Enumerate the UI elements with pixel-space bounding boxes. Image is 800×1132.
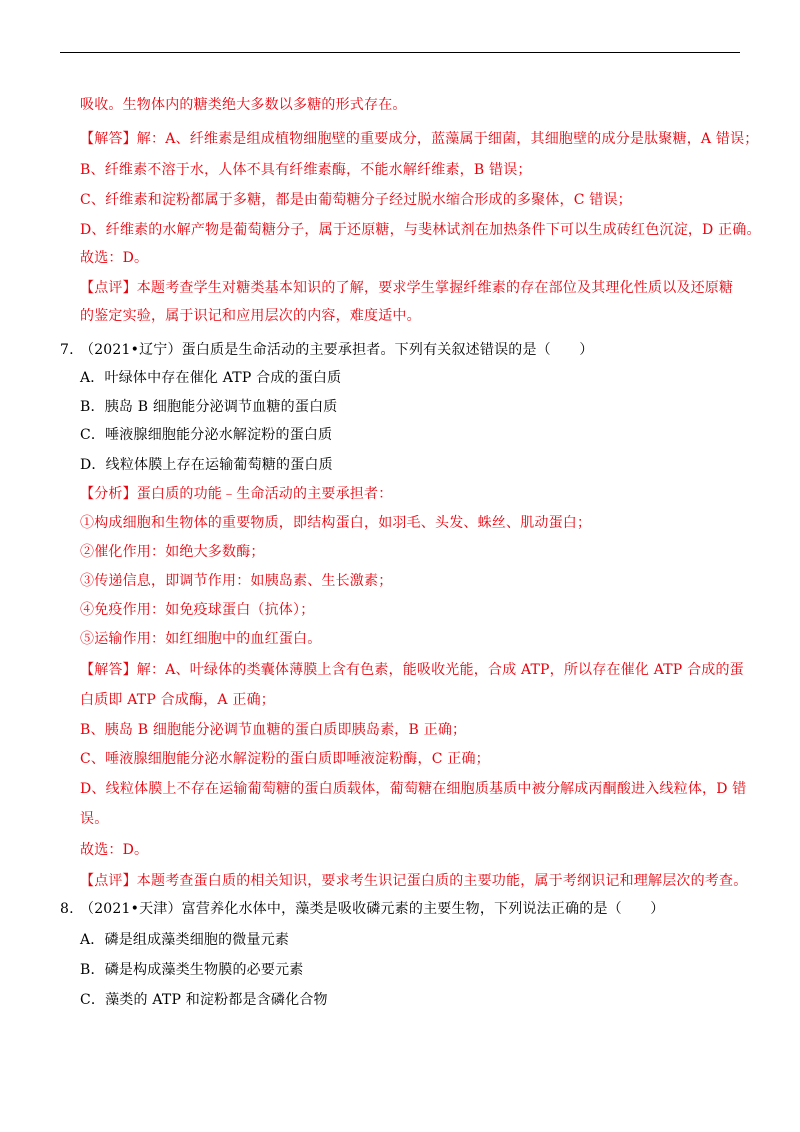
question-number: 8. — [60, 901, 74, 917]
analysis-line: ①构成细胞和生物体的重要物质，即结构蛋白，如羽毛、头发、蛛丝、肌动蛋白； — [80, 515, 592, 531]
answer-line: B、纤维素不溶于水，人体不具有纤维素酶，不能水解纤维素，B 错误； — [80, 162, 532, 178]
option-a: A．磷是组成藻类细胞的微量元素 — [80, 932, 290, 948]
option-c: C．藻类的 ATP 和淀粉都是含磷化合物 — [80, 992, 328, 1008]
header-rule — [60, 52, 740, 53]
answer-line: D、纤维素的水解产物是葡萄糖分子，属于还原糖，与斐林试剂在加热条件下可以生成砖红色沉淀，D 正确。 — [80, 222, 761, 238]
option-b: B．磷是构成藻类生物膜的必要元素 — [80, 962, 304, 978]
answer-line: 吸收。生物体内的糖类绝大多数以多糖的形式存在。 — [80, 97, 407, 113]
question-8 — [60, 899, 665, 919]
answer-line: 【解答】解：A、纤维素是组成植物细胞壁的重要成分，蓝藻属于细菌，其细胞壁的成分是肽聚糖，A 错误； — [80, 131, 759, 147]
answer-line: C、唾液腺细胞能分泌水解淀粉的蛋白质即唾液淀粉酶，C 正确； — [80, 751, 490, 767]
analysis-line: ②催化作用：如绝大多数酶； — [80, 544, 265, 560]
comment-line: 【点评】本题考查学生对糖类基本知识的了解，要求学生掌握纤维素的存在部位及其理化性质以及还原糖 — [80, 280, 734, 296]
option-b: B．胰岛 B 细胞能分泌调节血糖的蛋白质 — [80, 399, 338, 415]
question-stem: （2021•辽宁）蛋白质是生命活动的主要承担者。下列有关叙述错误的是（ ） — [80, 342, 594, 358]
answer-line: 【解答】解：A、叶绿体的类囊体薄膜上含有色素，能吸收光能，合成 ATP，所以存在催化 ATP 合成的蛋 — [80, 662, 744, 678]
option-d: D．线粒体膜上存在运输葡萄糖的蛋白质 — [80, 457, 333, 473]
question-stem: （2021•天津）富营养化水体中，藻类是吸收磷元素的主要生物，下列说法正确的是（ ） — [80, 901, 665, 917]
question-number: 7. — [60, 342, 74, 358]
question-7 — [60, 340, 594, 360]
analysis-line: 【分析】蛋白质的功能﹣生命活动的主要承担者： — [80, 486, 393, 502]
analysis-line: ④免疫作用：如免疫球蛋白（抗体）； — [80, 602, 315, 618]
answer-line: C、纤维素和淀粉都属于多糖，都是由葡萄糖分子经过脱水缩合形成的多聚体，C 错误； — [80, 192, 632, 208]
answer-line: 误。 — [80, 811, 109, 827]
analysis-line: ③传递信息，即调节作用：如胰岛素、生长激素； — [80, 573, 393, 589]
answer-line: 故选：D。 — [80, 250, 149, 266]
answer-line: 故选：D。 — [80, 842, 149, 858]
answer-line: 白质即 ATP 合成酶，A 正确； — [80, 692, 275, 708]
answer-line: D、线粒体膜上不存在运输葡萄糖的蛋白质载体，葡萄糖在细胞质基质中被分解成丙酮酸进入线粒体，D 错 — [80, 781, 747, 797]
analysis-line: ⑤运输作用：如红细胞中的血红蛋白。 — [80, 631, 322, 647]
answer-line: B、胰岛 B 细胞能分泌调节血糖的蛋白质即胰岛素，B 正确； — [80, 722, 467, 738]
comment-line: 【点评】本题考查蛋白质的相关知识，要求考生识记蛋白质的主要功能，属于考纲识记和理解层次的考查。 — [80, 873, 748, 889]
comment-line: 的鉴定实验，属于识记和应用层次的内容，难度适中。 — [80, 308, 421, 324]
option-a: A．叶绿体中存在催化 ATP 合成的蛋白质 — [80, 370, 342, 386]
option-c: C．唾液腺细胞能分泌水解淀粉的蛋白质 — [80, 427, 333, 443]
